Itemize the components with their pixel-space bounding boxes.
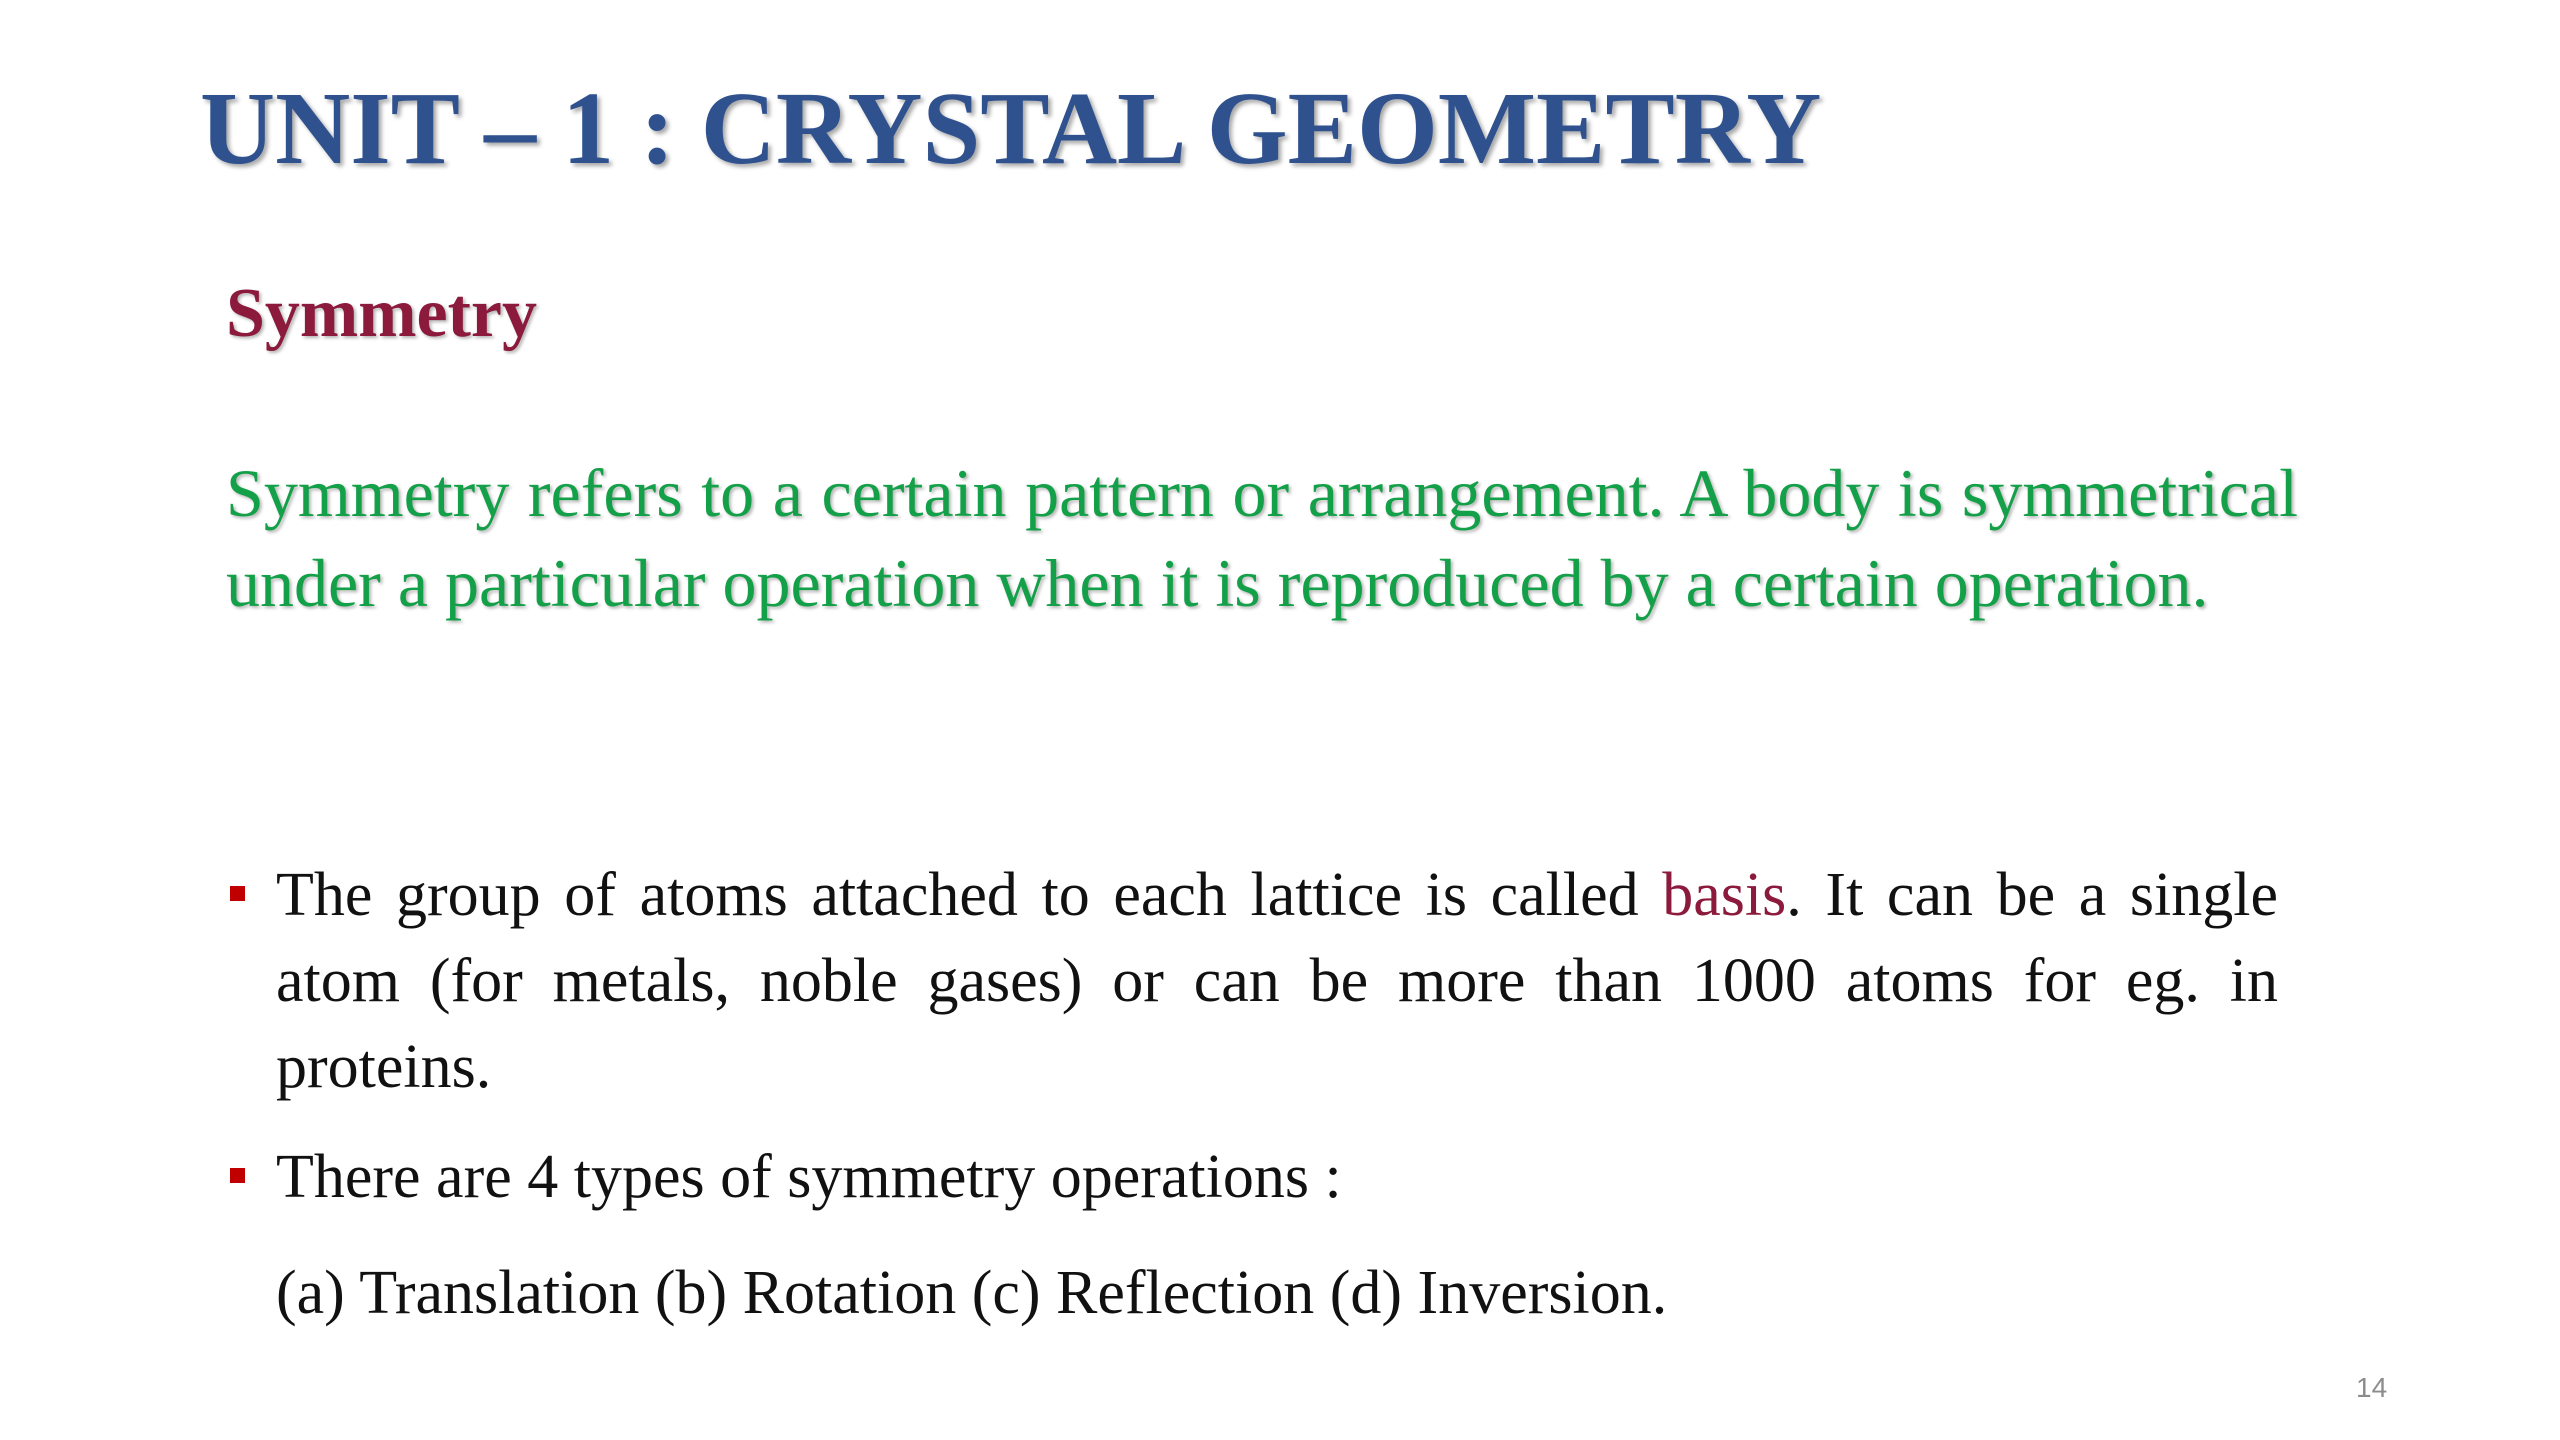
square-bullet-icon (230, 886, 245, 901)
section-heading: Symmetry (226, 275, 538, 352)
bullet-text-after: . It can be a single atom (for metals, noble gases) or can be more than 1000 atoms for eg. in proteins. (276, 861, 2279, 1101)
bullet-item-operations (226, 1134, 2278, 1220)
bullet-text-before: The group of atoms attached to each lattice is called (276, 861, 1663, 929)
bullet-item-basis (226, 852, 2278, 1110)
slide-title: UNIT – 1 : CRYSTAL GEOMETRY (200, 71, 1822, 186)
bullet-list (226, 852, 2278, 1220)
symmetry-operations-list: (a) Translation (b) Rotation (c) Reflection (d) Inversion. (276, 1259, 1668, 1327)
basis-term: basis (1662, 861, 1787, 929)
page-number: 14 (2356, 1372, 2388, 1403)
bullet-text: There are 4 types of symmetry operations : (276, 1143, 1342, 1211)
square-bullet-icon (230, 1168, 245, 1183)
definition-paragraph: Symmetry refers to a certain pattern or arrangement. A body is symmetrical under a particular operation when it is reproduced by a certain operation. (226, 455, 2298, 621)
